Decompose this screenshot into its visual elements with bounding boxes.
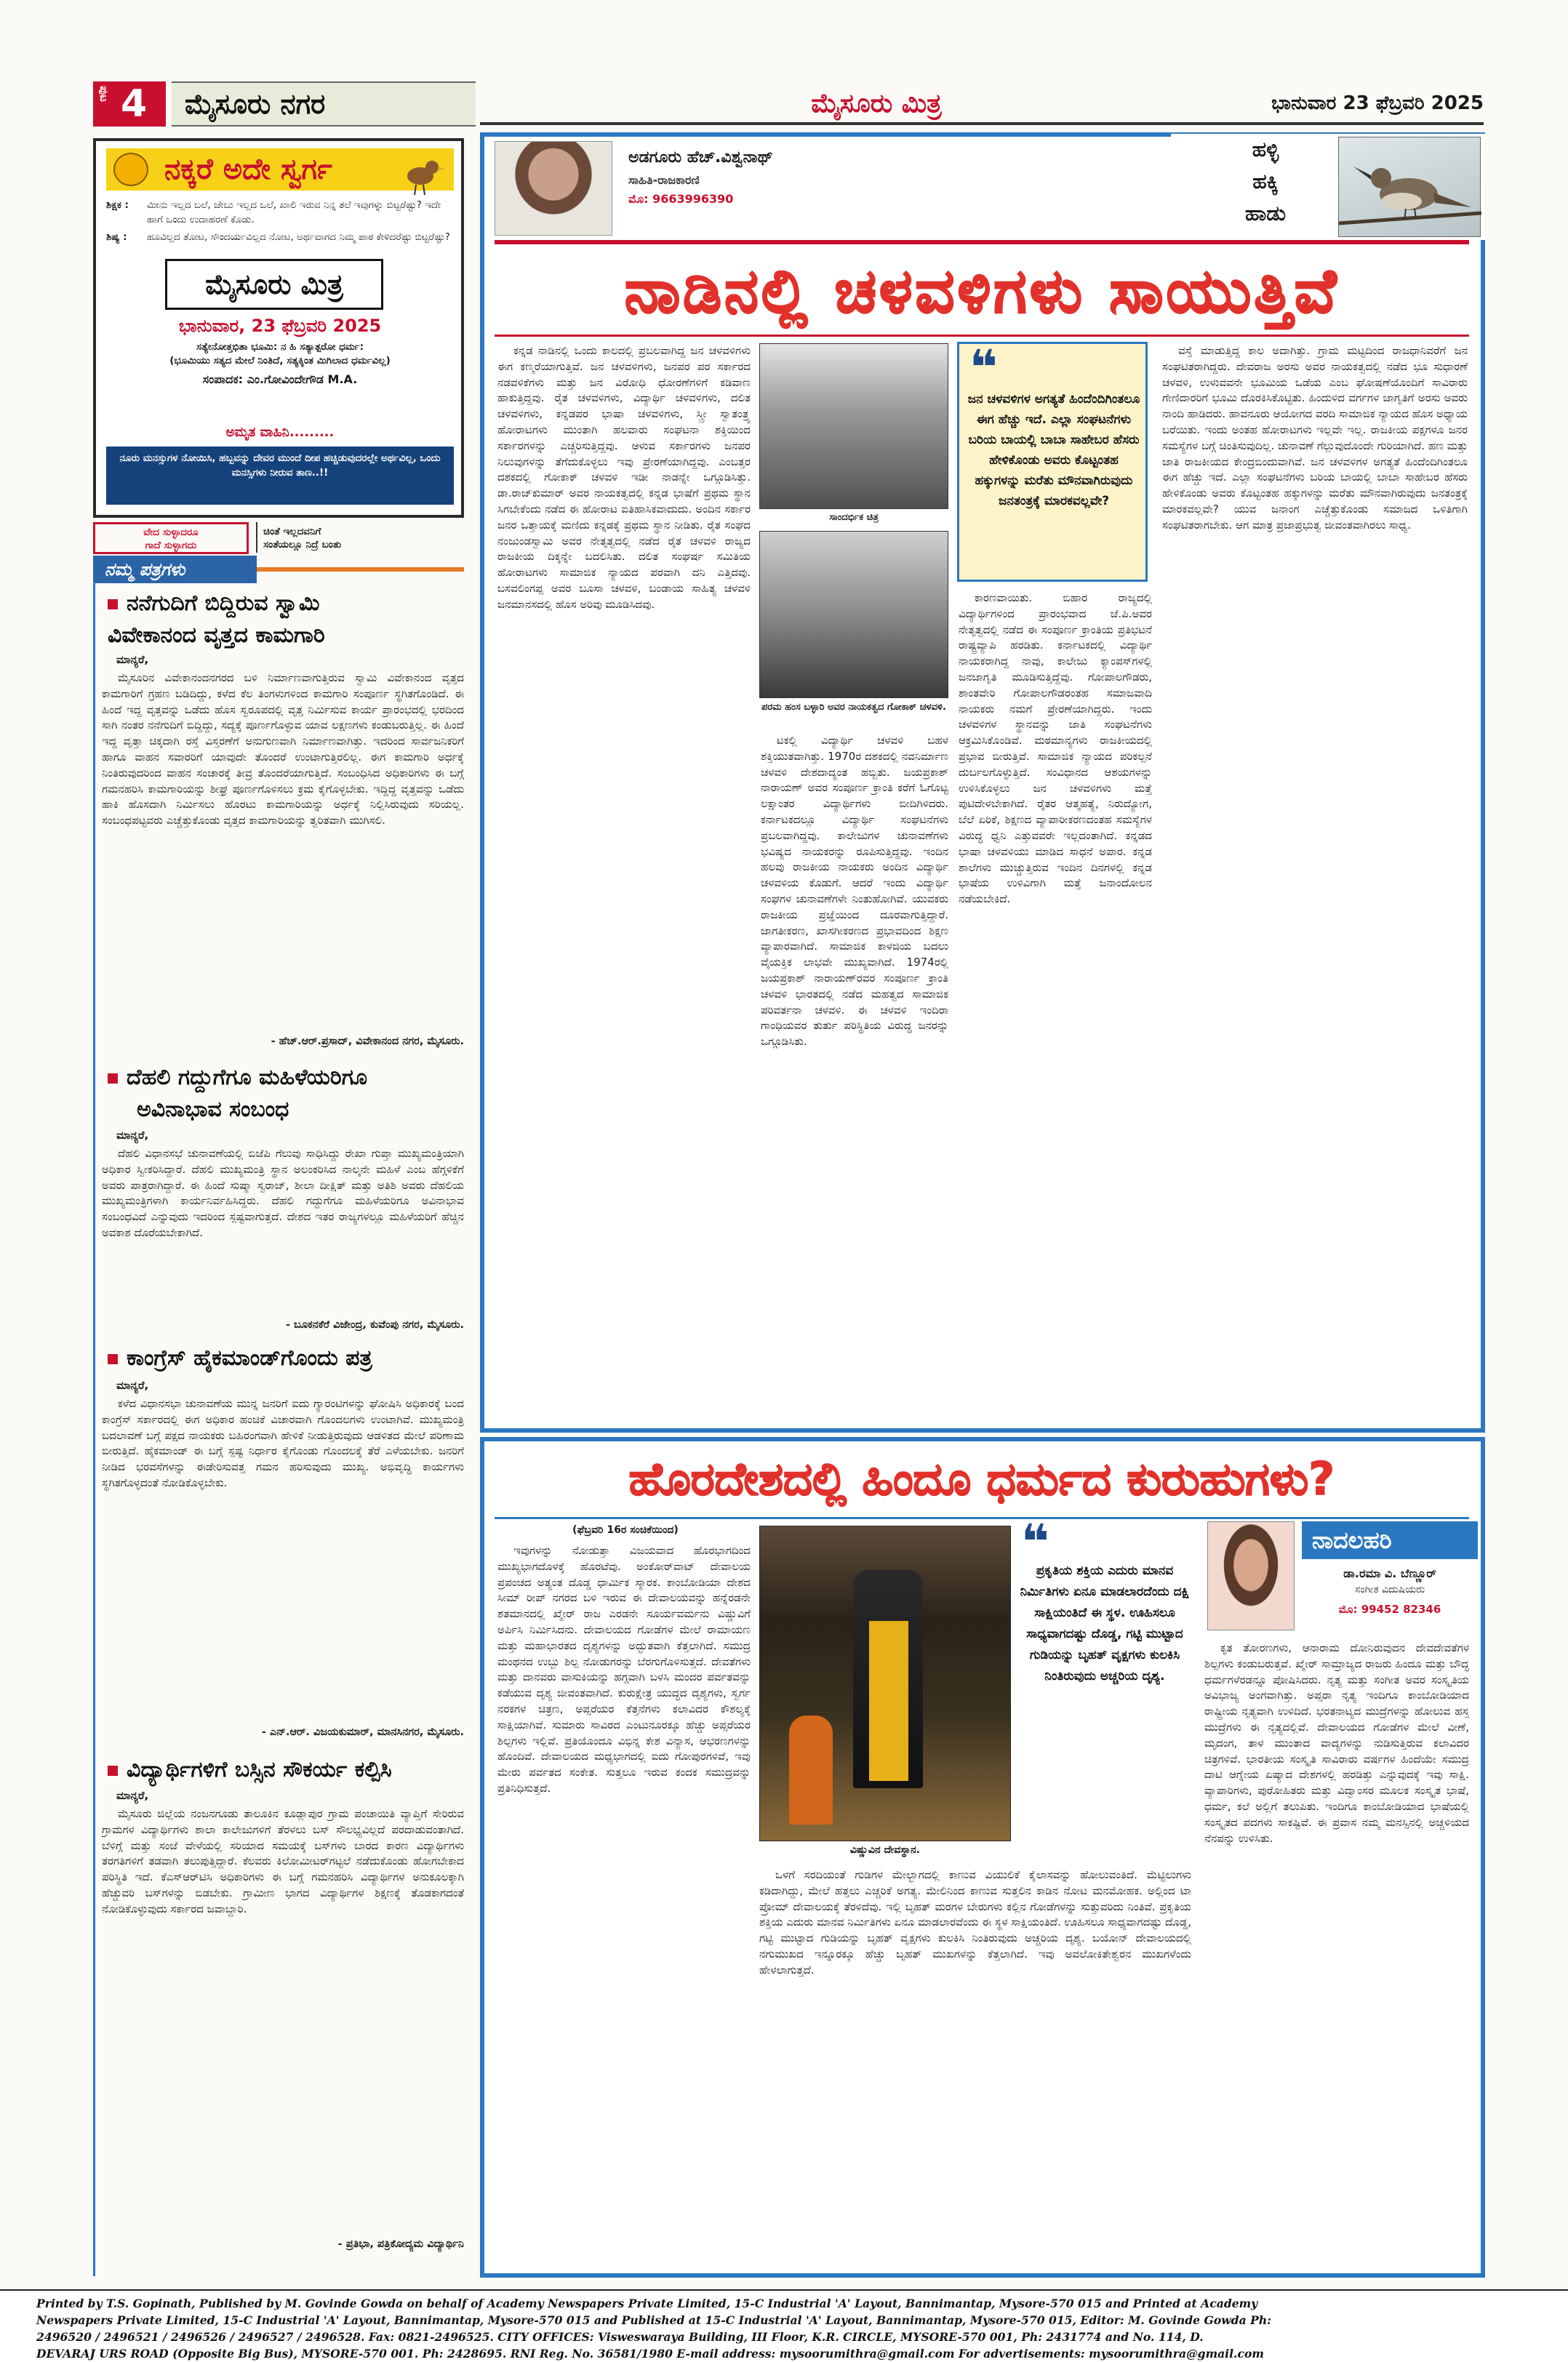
bottom-article-col2 [759,1867,1191,2270]
letter-4-salutation: ಮಾನ್ಯರೆ, [116,1789,149,1802]
top-article-col2 [761,733,948,1420]
photo-gokak-caption: ಪರಮ ಹಂಸ ಬಳ್ಳಾರಿ ಅವರ ನಾಯಕತ್ವದ ಗೋಕಾಕ್ ಚಳವಳಿ. [761,702,946,713]
bottom-article-col1-text: ಇವುಗಳನ್ನು ನೋಡುತ್ತಾ ವಿಜಯವಾದ ಹೊರಭಾಗದಿಂದ ಮುಖ್ಯಭಾಗದೊಳಕ್ಕೆ ಹೊರಟೆವು. ಅಂಕೋರ್‌ವಾಟ್ ದೇವಾಲಯ ಪ್ರಪಂಚದ ಅತ್ಯಂತ ದೊಡ್ಡ ಧಾರ್ಮಿಕ ಸ್ಮಾರಕ. ಕಾಂಬೋಡಿಯಾ ದೇಶದ ಸೀಮ್ ರೀಪ್ ನಗರದ ಬಳಿ ಇರುವ ಈ ದೇವಾಲಯವನ್ನು ಹನ್ನೆರಡನೇ ಶತಮಾನದಲ್ಲಿ ಖ್ಮೇರ್ ರಾಜ ಎರಡನೇ ಸೂರ್ಯವರ್ಮನು ವಿಷ್ಣುವಿಗೆ ಅರ್ಪಿಸಿ ನಿರ್ಮಿಸಿದನು. ದೇವಾಲಯದ ಗೋಡೆಗಳ ಮೇಲೆ ರಾಮಾಯಣ ಮತ್ತು ಮಹಾಭಾರತದ ದೃಶ್ಯಗಳನ್ನು ಅದ್ಭುತವಾಗಿ ಕೆತ್ತಲಾಗಿದೆ. ಸಮುದ್ರ ಮಂಥನದ ಉಬ್ಬು ಶಿಲ್ಪ ನೋಡುಗರನ್ನು ಬೆರಗುಗೊಳಿಸುತ್ತದೆ. ದೇವತೆಗಳು ಮತ್ತು ದಾನವರು ವಾಸುಕಿಯನ್ನು ಹಗ್ಗವಾಗಿ ಬಳಸಿ ಮಂದರ ಪರ್ವತವನ್ನು ಕಡೆಯುವ ದೃಶ್ಯ ಜೀವಂತವಾಗಿದೆ. ಕುರುಕ್ಷೇತ್ರ ಯುದ್ಧದ ದೃಶ್ಯಗಳು, ಸ್ವರ್ಗ ನರಕಗಳ ಚಿತ್ರಣ, ಅಪ್ಸರೆಯರ ಕೆತ್ತನೆಗಳು ಕಲಾವಿದರ ಕೌಶಲ್ಯಕ್ಕೆ ಸಾಕ್ಷಿಯಾಗಿವೆ. ಸುಮಾರು ಸಾವಿರದ ಎಂಟುನೂರಕ್ಕೂ ಹೆಚ್ಚು ಅಪ್ಸರೆಯರ ಶಿಲ್ಪಗಳು ಇಲ್ಲಿವೆ. ಪ್ರತಿಯೊಂದೂ ವಿಭಿನ್ನ ಕೇಶ ವಿನ್ಯಾಸ, ಆಭರಣಗಳನ್ನು ಹೊಂದಿವೆ. ದೇವಾಲಯದ ಮಧ್ಯಭಾಗದಲ್ಲಿ ಐದು ಗೋಪುರಗಳಿವೆ, ಇವು ಮೇರು ಪರ್ವತದ ಸಂಕೇತ. ಸುತ್ತಲೂ ಇರುವ ಕಂದಕ ಸಮುದ್ರವನ್ನು ಪ್ರತಿನಿಧಿಸುತ್ತದೆ. [497,1544,751,1795]
letter-3-text: ಕಳೆದ ವಿಧಾನಸಭಾ ಚುನಾವಣೆಯ ಮುನ್ನ ಜನರಿಗೆ ಐದು ಗ್ಯಾರಂಟಿಗಳನ್ನು ಘೋಷಿಸಿ ಅಧಿಕಾರಕ್ಕೆ ಬಂದ ಕಾಂಗ್ರೆಸ್ ಸರ್ಕಾರದಲ್ಲಿ ಈಗ ಅಧಿಕಾರ ಹಂಚಿಕೆ ವಿಚಾರವಾಗಿ ಗೊಂದಲಗಳು ಉಂಟಾಗಿವೆ. ಮುಖ್ಯಮಂತ್ರಿ ಬದಲಾವಣೆ ಬಗ್ಗೆ ಪಕ್ಷದ ನಾಯಕರು ಬಹಿರಂಗವಾಗಿ ಹೇಳಿಕೆ ನೀಡುತ್ತಿರುವುದು ಆಡಳಿತದ ಮೇಲೆ ಪರಿಣಾಮ ಬೀರುತ್ತಿದೆ. ಹೈಕಮಾಂಡ್ ಈ ಬಗ್ಗೆ ಸ್ಪಷ್ಟ ನಿರ್ಧಾರ ಕೈಗೊಂಡು ಗೊಂದಲಕ್ಕೆ ತೆರೆ ಎಳೆಯಬೇಕು. ಜನರಿಗೆ ನೀಡಿದ ಭರವಸೆಗಳನ್ನು ಈಡೇರಿಸುವತ್ತ ಗಮನ ಹರಿಸುವುದು ಮುಖ್ಯ. ಅಭಿವೃದ್ಧಿ ಕಾರ್ಯಗಳು ಸ್ಥಗಿತಗೊಳ್ಳದಂತೆ ನೋಡಿಕೊಳ್ಳಬೇಕು. [102,1397,464,1489]
letter-2-title-line2: ಅವಿನಾಭಾವ ಸಂಬಂಧ [137,1097,289,1122]
column-name-line3: ಹಾಡು [1244,201,1287,225]
letters-section-title: ನಮ್ಮ ಪತ್ರಗಳು [93,556,257,583]
continued-note: (ಫೆಬ್ರವರಿ 16ರ ಸಂಚಿಕೆಯಿಂದ) [572,1524,679,1536]
photo-archive [759,343,948,509]
bullet-square-icon [108,1354,118,1364]
bottom-pull-quote [1020,1514,1190,1867]
dateline: ಭಾನುವಾರ 23 ಫೆಬ್ರವರಿ 2025 [1271,92,1484,114]
laughing-face-icon [113,153,148,186]
letter-1-title-line1: ನನೆಗುದಿಗೆ ಬಿದ್ದಿರುವ ಸ್ವಾಮಿ [127,590,320,616]
letters-header [93,556,464,585]
letter-1-title [93,588,464,652]
page-number: 4 [121,82,148,126]
bird-icon [394,147,445,198]
letter-3-title-line1: ಕಾಂಗ್ರೆಸ್ ಹೈಕಮಾಂಡ್‌ಗೊಂದು ಪತ್ರ [127,1345,372,1371]
section-title: ಮೈಸೂರು ನಗರ [172,81,476,127]
proverb-right-line2: ಸಂತೆಯಲ್ಲೂ ನಿದ್ರೆ ಬಂತು [263,539,342,551]
top-article-col2-text: ಟಕಲ್ಲಿ ವಿದ್ಯಾರ್ಥಿ ಚಳವಳಿ ಬಹಳ ಶಕ್ತಿಯುತವಾಗಿತ್ತು. 1970ರ ದಶಕದಲ್ಲಿ ನವನಿರ್ಮಾಣ ಚಳವಳಿ ದೇಶದಾದ್ಯಂತ ಹಬ್ಬಿತು. ಜಯಪ್ರಕಾಶ್ ನಾರಾಯಣ್ ಅವರ ಸಂಪೂರ್ಣ ಕ್ರಾಂತಿ ಕರೆಗೆ ಓಗೊಟ್ಟ ಲಕ್ಷಾಂತರ ವಿದ್ಯಾರ್ಥಿಗಳು ಬೀದಿಗಿಳಿದರು. ಕರ್ನಾಟಕದಲ್ಲೂ ವಿದ್ಯಾರ್ಥಿ ಸಂಘಟನೆಗಳು ಪ್ರಬಲವಾಗಿದ್ದವು. ಕಾಲೇಜುಗಳ ಚುನಾವಣೆಗಳು ಭವಿಷ್ಯದ ನಾಯಕರನ್ನು ರೂಪಿಸುತ್ತಿದ್ದವು. ಇಂದಿನ ಹಲವು ರಾಜಕೀಯ ನಾಯಕರು ಅಂದಿನ ವಿದ್ಯಾರ್ಥಿ ಚಳವಳಿಯ ಕೊಡುಗೆ. ಆದರೆ ಇಂದು ವಿದ್ಯಾರ್ಥಿ ಸಂಘಗಳ ಚುನಾವಣೆಗಳೇ ನಿಂತುಹೋಗಿವೆ. ಯುವಕರು ರಾಜಕೀಯ ಪ್ರಜ್ಞೆಯಿಂದ ದೂರವಾಗುತ್ತಿದ್ದಾರೆ. ಜಾಗತೀಕರಣ, ಖಾಸಗೀಕರಣದ ಪ್ರಭಾವದಿಂದ ಶಿಕ್ಷಣ ವ್ಯಾಪಾರವಾಗಿದೆ. ಸಾಮಾಜಿಕ ಕಾಳಜಿಯ ಬದಲು ವೈಯಕ್ತಿಕ ಲಾಭವೇ ಮುಖ್ಯವಾಗಿದೆ. 1974ರಲ್ಲಿ ಜಯಪ್ರಕಾಶ್ ನಾರಾಯಣ್‌ರವರ ಸಂಪೂರ್ಣ ಕ್ರಾಂತಿ ಚಳವಳಿ ಭಾರತದಲ್ಲಿ ನಡೆದ ಮಹತ್ವದ ಸಾಮಾಜಿಕ ಪರಿವರ್ತನಾ ಚಳವಳಿ. ಈ ಚಳವಳಿ ಇಂದಿರಾ ಗಾಂಧಿಯವರ ತುರ್ತು ಪರಿಸ್ಥಿತಿಯ ವಿರುದ್ಧ ಜನರನ್ನು ಒಗ್ಗೂಡಿಸಿತು. [761,734,948,1049]
mini-date: ಭಾನುವಾರ, 23 ಫೆಬ್ರವರಿ 2025 [178,316,382,336]
top-article-col4-text: ವಸ್ತೆ ಮಾಡುತ್ತಿದ್ದ ಕಾಲ ಅದಾಗಿತ್ತು. ಗ್ರಾಮ ಮಟ್ಟದಿಂದ ರಾಜಧಾನಿವರೆಗೆ ಜನ ಸಂಘಟಿತರಾಗಿದ್ದರು. ದೇವರಾಜ ಅರಸು ಅವರ ನಾಯಕತ್ವದಲ್ಲಿ ನಡೆದ ಭೂ ಸುಧಾರಣೆ ಚಳವಳಿ, ಉಳುವವನೇ ಭೂಮಿಯ ಒಡೆಯ ಎಂಬ ಘೋಷಣೆಯೊಂದಿಗೆ ಸಾವಿರಾರು ಗೇಣಿದಾರರಿಗೆ ಭೂಮಿ ದೊರಕಿಸಿಕೊಟ್ಟಿತು. ಹಿಂದುಳಿದ ವರ್ಗಗಳ ಜಾಗೃತಿಗೆ ಅರಸು ಅವರು ನಾಂದಿ ಹಾಡಿದರು. ಹಾವನೂರು ಆಯೋಗದ ವರದಿ ಸಾಮಾಜಿಕ ನ್ಯಾಯದ ಹೊಸ ಅಧ್ಯಾಯ ಬರೆಯಿತು. ಇಂದು ಅಂತಹ ಹೋರಾಟಗಳು ಇಲ್ಲವೇ ಇಲ್ಲ. ರಾಜಕೀಯ ಪಕ್ಷಗಳೂ ಜನರ ಸಮಸ್ಯೆಗಳ ಬಗ್ಗೆ ಚಿಂತಿಸುವುದಿಲ್ಲ. ಚುನಾವಣೆ ಗೆಲ್ಲುವುದೊಂದೇ ಗುರಿಯಾಗಿದೆ. ಹಣ ಮತ್ತು ಜಾತಿ ರಾಜಕೀಯದ ಕೇಂದ್ರಬಿಂದುವಾಗಿವೆ. ಜನ ಚಳವಳಿಗಳ ಅಗತ್ಯತೆ ಹಿಂದೆಂದಿಗಿಂತಲೂ ಈಗ ಹೆಚ್ಚು ಇದೆ. ಎಲ್ಲಾ ಸಂಘಟನೆಗಳು ಬರಿಯ ಬಾಯಲ್ಲಿ ಬಾಬಾ ಸಾಹೇಬರ ಹೆಸರು ಹೇಳಿಕೊಂಡು ಅವರು ಕೊಟ್ಟಂತಹ ಹಕ್ಕುಗಳನ್ನು ಮರೆತು ಮೌನವಾಗಿರುವುದು ಜನತಂತ್ರಕ್ಕೆ ಮಾರಕವಲ್ಲವೇ? ಯುವ ಜನಾಂಗ ಎಚ್ಚೆತ್ತುಕೊಂಡು ಸಮಾಜದ ಒಳಿತಿಗಾಗಿ ಸಂಘಟಿತರಾಗಬೇಕು. ಆಗ ಮಾತ್ರ ಪ್ರಜಾಪ್ರಭುತ್ವ ಜೀವಂತವಾಗಿರಲು ಸಾಧ್ಯ. [1162,344,1468,532]
top-article-col3-text: ಕಾರಣವಾಯಿತು. ಬಿಹಾರ ರಾಜ್ಯದಲ್ಲಿ ವಿದ್ಯಾರ್ಥಿಗಳಿಂದ ಪ್ರಾರಂಭವಾದ ಜೆ.ಪಿ.ಅವರ ನೇತೃತ್ವದಲ್ಲಿ ನಡೆದ ಈ ಸಂಪೂರ್ಣ ಕ್ರಾಂತಿಯ ಪ್ರತಿಭಟನೆ ರಾಷ್ಟ್ರವ್ಯಾಪಿ ಹರಡಿತು. ಕರ್ನಾಟಕದಲ್ಲಿ ವಿದ್ಯಾರ್ಥಿ ನಾಯಕರಾಗಿದ್ದ ನಾವು, ಕಾಲೇಜು ಕ್ಯಾಂಪಸ್‌ಗಳಲ್ಲಿ ಜನಜಾಗೃತಿ ಮೂಡಿಸುತ್ತಿದ್ದೆವು. ಗೋಪಾಲಗೌಡರು, ಶಾಂತವೇರಿ ಗೋಪಾಲಗೌಡರಂತಹ ಸಮಾಜವಾದಿ ನಾಯಕರು ನಮಗೆ ಪ್ರೇರಣೆಯಾಗಿದ್ದರು. ಇಂದು ಚಳವಳಿಗಳ ಸ್ಥಾನವನ್ನು ಜಾತಿ ಸಂಘಟನೆಗಳು ಆಕ್ರಮಿಸಿಕೊಂಡಿವೆ. ಮಠಮಾನ್ಯಗಳು ರಾಜಕೀಯದಲ್ಲಿ ಪ್ರಭಾವ ಬೀರುತ್ತಿವೆ. ಸಾಮಾಜಿಕ ನ್ಯಾಯದ ಪರಿಕಲ್ಪನೆ ದುರ್ಬಲಗೊಳ್ಳುತ್ತಿದೆ. ಸಂವಿಧಾನದ ಆಶಯಗಳನ್ನು ಉಳಿಸಿಕೊಳ್ಳಲು ಜನ ಚಳವಳಿಗಳು ಮತ್ತೆ ಪುಟಿದೇಳಬೇಕಾಗಿದೆ. ರೈತರ ಆತ್ಮಹತ್ಯೆ, ನಿರುದ್ಯೋಗ, ಬೆಲೆ ಏರಿಕೆ, ಶಿಕ್ಷಣದ ವ್ಯಾಪಾರೀಕರಣದಂತಹ ಸಮಸ್ಯೆಗಳ ವಿರುದ್ಧ ಧ್ವನಿ ಎತ್ತುವವರೇ ಇಲ್ಲದಂತಾಗಿದೆ. ಕನ್ನಡದ ಭಾಷಾ ಚಳವಳಿಯು ಮಾಡಿದ ಸಾಧನೆ ಅಪಾರ. ಕನ್ನಡ ಶಾಲೆಗಳು ಮುಚ್ಚುತ್ತಿರುವ ಇಂದಿನ ದಿನಗಳಲ್ಲಿ ಕನ್ನಡ ಭಾಷೆಯ ಉಳಿವಿಗಾಗಿ ಮತ್ತೆ ಜನಾಂದೋಲನ ನಡೆಯಬೇಕಿದೆ. [959,591,1152,906]
author-photo [495,141,612,236]
imprint-line1: Printed by T.S. Gopinath, Published by M. Govinde Gowda on behalf of Academy Newspapers Private Limited, 15-C Industrial 'A' Layout, Bannimantap, Mysore-570 015 and Printed at Academy [36,2297,1258,2310]
proverb-box [93,522,464,553]
bottom-headline-rule [495,1517,1469,1519]
column-name [1215,134,1316,230]
teacher-text: ಮೀನು ಇಲ್ಲದ ಬಲೆ, ಜೇಬು ಇಲ್ಲದ ಒಲೆ, ಖಾಲಿ ಇರುವ ನಿನ್ನ ತಲೆ ಇವುಗಳ್ನು ಬಿಟ್ಟರೆಷ್ಟು? ಇದೇ ಹಾಗೆ ಒಂದು ಉದಾಹರಣೆ ಕೊಡು. [147,199,441,225]
bottom-author-phone: ಮೊ: 99452 82346 [1338,1603,1441,1616]
nakkare-title-bar [106,148,454,191]
temple-photo [759,1526,1011,1841]
editor-line: ಸಂಪಾದಕ: ಎಂ.ಗೋವಿಂದೇಗೌಡ M.A. [202,372,358,386]
bottom-author-role: ಸಂಗೀತ ವಿದುಷಿಯರು [1354,1584,1425,1596]
mini-masthead: ಮೈಸೂರು ಮಿತ್ರ [165,259,383,310]
letter-1-salutation: ಮಾನ್ಯರೆ, [116,653,149,666]
nadalahari-column-logo [1207,1521,1478,1633]
bottom-article-col1 [497,1543,751,2270]
column-name-line2: ಹಕ್ಕಿ [1252,169,1279,193]
author-phone: ಮೊ: 9663996390 [628,192,734,206]
letter-2-title [93,1062,464,1126]
motto-translation: (ಭೂಮಿಯು ಸತ್ಯದ ಮೇಲೆ ನಿಂತಿದೆ, ಸತ್ಯಕ್ಕಿಂತ ಮಿಗಿಲಾದ ಧರ್ಮವಿಲ್ಲ) [169,355,391,367]
letter-3-title [93,1342,464,1374]
bird-photo [1338,137,1481,237]
bottom-headline: ಹೊರದೇಶದಲ್ಲಿ ಹಿಂದೂ ಧರ್ಮದ ಕುರುಹುಗಳು? [628,1452,1335,1505]
author-photo-bottom [1207,1521,1295,1630]
proverb-right [256,522,464,553]
bottom-article-col3-text: ಕೃತ ತೋರಣಗಳು, ಆನಾರಾಮ ದೋನಿರುವುದನ ದೇವದೇವತೆಗಳ ಶಿಲ್ಪಗಳು ಕಂಡುಬರುತ್ತವೆ. ಖ್ಮೇರ್ ಸಾಮ್ರಾಜ್ಯದ ರಾಜರು ಹಿಂದೂ ಮತ್ತು ಬೌದ್ಧ ಧರ್ಮಗಳೆರಡನ್ನೂ ಪೋಷಿಸಿದರು. ನೃತ್ಯ ಮತ್ತು ಸಂಗೀತ ಅವರ ಸಂಸ್ಕೃತಿಯ ಅವಿಭಾಜ್ಯ ಅಂಗವಾಗಿತ್ತು. ಅಪ್ಸರಾ ನೃತ್ಯ ಇಂದಿಗೂ ಕಾಂಬೋಡಿಯಾದ ರಾಷ್ಟ್ರೀಯ ನೃತ್ಯವಾಗಿ ಉಳಿದಿದೆ. ಭರತನಾಟ್ಯದ ಮುದ್ರೆಗಳನ್ನು ಹೋಲುವ ಹಸ್ತ ಮುದ್ರೆಗಳು ಈ ನೃತ್ಯದಲ್ಲಿವೆ. ದೇವಾಲಯದ ಗೋಡೆಗಳ ಮೇಲೆ ವೀಣೆ, ಮೃದಂಗ, ತಾಳ ಮುಂತಾದ ವಾದ್ಯಗಳನ್ನು ನುಡಿಸುತ್ತಿರುವ ಕಲಾವಿದರ ಚಿತ್ರಗಳಿವೆ. ಭಾರತೀಯ ಸಂಸ್ಕೃತಿ ಸಾವಿರಾರು ವರ್ಷಗಳ ಹಿಂದೆಯೇ ಸಮುದ್ರ ದಾಟಿ ಆಗ್ನೇಯ ಏಷ್ಯಾದ ದೇಶಗಳಲ್ಲಿ ಹರಡಿತ್ತು ಎನ್ನುವುದಕ್ಕೆ ಇವು ಸಾಕ್ಷಿ. ವ್ಯಾಪಾರಿಗಳು, ಪುರೋಹಿತರು ಮತ್ತು ವಿದ್ವಾಂಸರ ಮೂಲಕ ಸಂಸ್ಕೃತ ಭಾಷೆ, ಧರ್ಮ, ಕಲೆ ಅಲ್ಲಿಗೆ ತಲುಪಿತು. ಇಂದಿಗೂ ಕಾಂಬೋಡಿಯಾದ ಭಾಷೆಯಲ್ಲಿ ಸಂಸ್ಕೃತದ ಪದಗಳು ಸಾಕಷ್ಟಿವೆ. ಈ ಪ್ರವಾಸ ನಮ್ಮ ಮನಸ್ಸಿನಲ್ಲಿ ಅಚ್ಚಳಿಯದ ನೆನಪನ್ನು ಉಳಿಸಿತು. [1204,1641,1469,1845]
letter-1-body [102,670,464,1034]
letter-2-text: ದೆಹಲಿ ವಿಧಾನಸಭೆ ಚುನಾವಣೆಯಲ್ಲಿ ಬಿಜೆಪಿ ಗೆಲುವು ಸಾಧಿಸಿದ್ದು ರೇಖಾ ಗುಪ್ತಾ ಮುಖ್ಯಮಂತ್ರಿಯಾಗಿ ಅಧಿಕಾರ ಸ್ವೀಕರಿಸಿದ್ದಾರೆ. ದೆಹಲಿ ಮುಖ್ಯಮಂತ್ರಿ ಸ್ಥಾನ ಅಲಂಕರಿಸಿದ ನಾಲ್ಕನೇ ಮಹಿಳೆ ಎಂಬ ಹೆಗ್ಗಳಿಕೆಗೆ ಅವರು ಪಾತ್ರರಾಗಿದ್ದಾರೆ. ಈ ಹಿಂದೆ ಸುಷ್ಮಾ ಸ್ವರಾಜ್, ಶೀಲಾ ದೀಕ್ಷಿತ್ ಮತ್ತು ಅತಿಶಿ ಅವರು ದೆಹಲಿಯ ಮುಖ್ಯಮಂತ್ರಿಗಳಾಗಿ ಕಾರ್ಯನಿರ್ವಹಿಸಿದ್ದರು. ದೆಹಲಿ ಗದ್ದುಗೆಗೂ ಮಹಿಳೆಯರಿಗೂ ಅವಿನಾಭಾವ ಸಂಬಂಧವಿದೆ ಎನ್ನುವುದು ಇದರಿಂದ ಸ್ಪಷ್ಟವಾಗುತ್ತದೆ. ದೇಶದ ಇತರ ರಾಜ್ಯಗಳಲ್ಲೂ ಮಹಿಳೆಯರಿಗೆ ಹೆಚ್ಚಿನ ಅವಕಾಶ ದೊರೆಯಬೇಕಾಗಿದೆ. [102,1147,464,1239]
quote-mark-icon: ❝ [969,340,998,396]
top-article-col4 [1162,343,1468,1420]
proverb-left-line2: ಗಾದೆ ಸುಳ್ಳಾಗದು [145,540,197,551]
motto-block [106,340,454,386]
teacher-label: ಶಿಕ್ಷಕ : [106,199,129,211]
letter-4-text: ಮೈಸೂರು ಜಿಲ್ಲೆಯ ನಂಜನಗೂಡು ತಾಲೂಕಿನ ಕೂಡ್ಲಾಪುರ ಗ್ರಾಮ ಪಂಚಾಯಿತಿ ವ್ಯಾಪ್ತಿಗೆ ಸೇರಿರುವ ಗ್ರಾಮಗಳ ವಿದ್ಯಾರ್ಥಿಗಳು ಶಾಲಾ ಕಾಲೇಜುಗಳಿಗೆ ತೆರಳಲು ಬಸ್ ಸೌಲಭ್ಯವಿಲ್ಲದೆ ಪರದಾಡುವಂತಾಗಿದೆ. ಬೆಳಿಗ್ಗೆ ಮತ್ತು ಸಂಜೆ ವೇಳೆಯಲ್ಲಿ ಸರಿಯಾದ ಸಮಯಕ್ಕೆ ಬಸ್‌ಗಳು ಬಾರದ ಕಾರಣ ವಿದ್ಯಾರ್ಥಿಗಳು ತರಗತಿಗಳಿಗೆ ತಡವಾಗಿ ತಲುಪುತ್ತಿದ್ದಾರೆ. ಕೆಲವರು ಕಿಲೋಮೀಟರ್‌ಗಟ್ಟಲೆ ನಡೆದುಕೊಂಡು ಹೋಗಬೇಕಾದ ಪರಿಸ್ಥಿತಿ ಇದೆ. ಕೆಎಸ್‌ಆರ್‌ಟಿಸಿ ಅಧಿಕಾರಿಗಳು ಈ ಬಗ್ಗೆ ಗಮನಹರಿಸಿ ವಿದ್ಯಾರ್ಥಿಗಳ ಅನುಕೂಲಕ್ಕಾಗಿ ಹೆಚ್ಚುವರಿ ಬಸ್‌ಗಳನ್ನು ಬಿಡಬೇಕು. ಗ್ರಾಮೀಣ ಭಾಗದ ವಿದ್ಯಾರ್ಥಿಗಳ ಶಿಕ್ಷಣಕ್ಕೆ ತೊಡಕಾಗದಂತೆ ನೋಡಿಕೊಳ್ಳುವುದು ಸರ್ಕಾರದ ಜವಾಬ್ದಾರಿ. [102,1807,464,1915]
quote-mark-icon: ❝ [1021,1514,1049,1570]
nadalahari-title: ನಾದಲಹರಿ [1302,1521,1478,1559]
photo-archive-caption: ಸಾಂದರ್ಭಿಕ ಚಿತ್ರ [829,512,879,523]
motto-line: ಸತ್ಯೇನೋತ್ತಭಿತಾ ಭೂಮಿ: ನ ಹಿ ಸತ್ಯಾತ್ಪರೋ ಧರ್ಮ: [196,341,364,353]
amrutha-text: ನೂರು ಮನಸ್ಸುಗಳ ನೋಯಿಸಿ, ಹಬ್ಬವನ್ನು ದೇವರ ಮುಂದೆ ದೀಪ ಹಚ್ಚಿಡುವುದರಲ್ಲೇ ಅರ್ಥವಿಲ್ಲ, ಒಂದು ಮನಸ್ಸಿಗಳು ನೀರುವ ತಾಣ..!! [106,447,454,505]
header-rule [480,122,1484,125]
column-name-line1: ಹಳ್ಳಿ [1252,137,1279,161]
letter-1-signature: - ಹೆಚ್.ಆರ್.ಪ್ರಸಾದ್, ವಿವೇಕಾನಂದ ನಗರ, ಮೈಸೂರು. [271,1036,464,1047]
bullet-square-icon [108,599,118,609]
letter-4-signature: - ಪ್ರತಿಭಾ, ಪತ್ರಿಕೋದ್ಯಮ ವಿದ್ಯಾರ್ಥಿನಿ [337,2238,464,2250]
letter-1-title-line2: ವಿವೇಕಾನಂದ ವೃತ್ತದ ಕಾಮಗಾರಿ [108,622,325,648]
page-number-tag [93,81,166,127]
letter-2-salutation: ಮಾನ್ಯರೆ, [116,1129,149,1142]
letter-2-title-line1: ದೆಹಲಿ ಗದ್ದುಗೆಗೂ ಮಹಿಳೆಯರಿಗೂ [127,1065,368,1090]
imprint-line3: 2496520 / 2496521 / 2496526 / 2496527 / 2496528. Fax: 0821-2496525. CITY OFFICES: Visweswaraya Building, III Floor, K.R. CIRCLE, MYSORE-570 001, Ph: 2431774 and No. 114, D. [36,2330,1204,2344]
masthead-logo: ಮೈಸೂರು ಮಿತ್ರ [811,88,942,119]
letter-3-salutation: ಮಾನ್ಯರೆ, [116,1379,149,1392]
letter-4-title-line1: ವಿದ್ಯಾರ್ಥಿಗಳಿಗೆ ಬಸ್ಸಿನ ಸೌಕರ್ಯ ಕಲ್ಪಿಸಿ [127,1757,392,1782]
nakkare-dialogue [106,198,454,247]
author-role: ಸಾಹಿತಿ-ರಾಜಕಾರಣಿ [628,173,700,187]
imprint-line4: DEVARAJ URS ROAD (Opposite Big Bus), MYSORE-570 001. Ph: 2428695. RNI Reg. No. 36581/1980 E-mail address: mysoorumithra@gmail.com For advertisements: mysoorumithra@gmail.com [36,2347,1264,2361]
bottom-article-col3 [1204,1641,1469,2270]
top-article-col3 [959,590,1152,1420]
imprint-line2: Newspapers Private Limited, 15-C Industrial 'A' Layout, Bannimantap, Mysore-570 015 and Published at 15-C Industrial 'A' Layout, Bannimantap, Mysore-570 015, Editor: M. Govinde Gowda Ph: [36,2313,1271,2327]
nakkare-title: ನಕ್ಕರೆ ಅದೇ ಸ್ವರ್ಗ [164,153,332,186]
page-label: ಪುಟ [97,86,111,103]
student-text: ಹೂವಿಲ್ಲದ ತೋಟ, ಸೌಂದರ್ಯವಿಲ್ಲದ ನೋಟ, ಅರ್ಥವಾಗದ ನಿಮ್ಮ ಪಾಠ ಕೇಳಿದರೆಷ್ಟು ಬಿಟ್ಟರೆಷ್ಟು? [147,231,450,243]
top-article-col1-text: ಕನ್ನಡ ನಾಡಿನಲ್ಲಿ ಒಂದು ಕಾಲದಲ್ಲಿ ಪ್ರಬಲವಾಗಿದ್ದ ಜನ ಚಳವಳಿಗಳು ಈಗ ಕಣ್ಮರೆಯಾಗುತ್ತಿವೆ. ಜನ ಚಳವಳಿಗಳು, ಜನಪರ ಪರ ಸರ್ಕಾರದ ನಡವಳಿಕೆಗಳು ಮತ್ತು ಜನ ವಿರೋಧಿ ಧೋರಣೆಗಳಿಗೆ ಕಡಿವಾಣ ಹಾಕುತ್ತಿದ್ದವು. ರೈತ ಚಳವಳಿಗಳು, ವಿದ್ಯಾರ್ಥಿ ಚಳವಳಿಗಳು, ದಲಿತ ಚಳವಳಿಗಳು, ಕನ್ನಡಪರ ಭಾಷಾ ಚಳವಳಿಗಳು, ಸ್ತ್ರೀ ಸ್ವಾತಂತ್ರ್ಯ ಹೋರಾಟಗಳು ಮುಂತಾಗಿ ಹಲವಾರು ಸಂಘಟನಾ ಶಕ್ತಿಯಿಂದ ಸರ್ಕಾರಗಳನ್ನು ಎಚ್ಚರಿಸುತ್ತಿದ್ದವು. ಆಳುವ ಸರ್ಕಾರಗಳು ಜನಪರ ನಿಲುವುಗಳನ್ನು ತೆಗೆದುಕೊಳ್ಳಲು ಇವು ಪ್ರೇರಣೆಯಾಗಿದ್ದವು. ಎಂಬತ್ತರ ದಶಕದಲ್ಲಿ ಗೋಕಾಕ್ ಚಳವಳಿ ಇಡೀ ನಾಡನ್ನೇ ಒಗ್ಗೂಡಿಸಿತ್ತು. ಡಾ.ರಾಜ್‌ಕುಮಾರ್ ಅವರ ನಾಯಕತ್ವದಲ್ಲಿ ಕನ್ನಡ ಭಾಷೆಗೆ ಪ್ರಥಮ ಸ್ಥಾನ ಸಿಗಬೇಕೆಂದು ನಡೆದ ಈ ಹೋರಾಟ ಐತಿಹಾಸಿಕವಾದುದು. ಅಂದಿನ ಸರ್ಕಾರ ಜನರ ಒತ್ತಾಯಕ್ಕೆ ಮಣಿದು ಕನ್ನಡಕ್ಕೆ ಪ್ರಥಮ ಸ್ಥಾನ ನೀಡಿತು. ರೈತ ಸಂಘದ ನಂಜುಂಡಸ್ವಾಮಿ ಅವರ ನೇತೃತ್ವದಲ್ಲಿ ನಡೆದ ರೈತ ಚಳವಳಿ ರಾಜ್ಯದ ರಾಜಕೀಯ ದಿಕ್ಕನ್ನೇ ಬದಲಿಸಿತು. ದಲಿತ ಸಂಘರ್ಷ ಸಮಿತಿಯ ಹೋರಾಟಗಳು ಸಾಮಾಜಿಕ ನ್ಯಾಯದ ಪರವಾಗಿ ದನಿ ಎತ್ತಿದವು. ಬಸವಲಿಂಗಪ್ಪ ಅವರ ಬೂಸಾ ಚಳವಳಿ, ಬಂಡಾಯ ಸಾಹಿತ್ಯ ಚಳವಳಿ ಜನಮಾನಸದಲ್ಲಿ ಹೊಸ ಅರಿವು ಮೂಡಿಸಿದವು. [497,344,751,611]
headline-rule [495,335,1469,337]
bullet-square-icon [108,1766,118,1776]
pull-quote-text: ಜನ ಚಳವಳಿಗಳ ಅಗತ್ಯತೆ ಹಿಂದೆಂದಿಗಿಂತಲೂ ಈಗ ಹೆಚ್ಚು ಇದೆ. ಎಲ್ಲಾ ಸಂಘಟನೆಗಳು ಬರಿಯ ಬಾಯಲ್ಲಿ ಬಾಬಾ ಸಾಹೇಬರ ಹೆಸರು ಹೇಳಿಕೊಂಡು ಅವರು ಕೊಟ್ಟಂತಹ ಹಕ್ಕುಗಳನ್ನು ಮರೆತು ಮೌನವಾಗಿರುವುದು ಜನತಂತ್ರಕ್ಕೆ ಮಾರಕವಲ್ಲವೇ? [967,392,1140,508]
saffron-robe [869,1621,908,1781]
letter-1-text: ಮೈಸೂರಿನ ವಿವೇಕಾನಂದನಗರದ ಬಳಿ ನಿರ್ಮಾಣವಾಗುತ್ತಿರುವ ಸ್ವಾಮಿ ವಿವೇಕಾನಂದ ವೃತ್ತದ ಕಾಮಗಾರಿಗೆ ಗ್ರಹಣ ಬಡಿದಿದ್ದು, ಕಳೆದ ಕೆಲ ತಿಂಗಳುಗಳಿಂದ ಕಾಮಗಾರಿ ಸಂಪೂರ್ಣ ಸ್ಥಗಿತಗೊಂಡಿದೆ. ಈ ಹಿಂದೆ ಇದ್ದ ವೃತ್ತವನ್ನು ಒಡೆದು ಹೊಸ ಸ್ವರೂಪದಲ್ಲಿ ವೃತ್ತ ನಿರ್ಮಿಸುವ ಕಾರ್ಯ ಪ್ರಾರಂಭದಲ್ಲಿ ಭರದಿಂದ ಸಾಗಿ ನಂತರ ನನೆಗುದಿಗೆ ಬಿದ್ದಿದ್ದು, ಸದ್ಯಕ್ಕೆ ಪೂರ್ಣಗೊಳ್ಳುವ ಯಾವ ಲಕ್ಷಣಗಳು ಕಂಡುಬರುತ್ತಿಲ್ಲ. ಈ ಹಿಂದೆ ಇದ್ದ ವೃತ್ತಾ ಚಿಕ್ಕದಾಗಿ ರಸ್ತೆ ವಿಸ್ತರಣೆಗೆ ಅನುಗುಣವಾಗಿ ನಿರ್ಮಾಣವಾಗಿತ್ತು. ಇದರಿಂದ ಸಾರ್ವಜನಿಕರಿಗೆ ಹಾಗೂ ವಾಹನ ಸವಾರರಿಗೆ ಯಾವುದೇ ತೊಂದರೆ ಉಂಟಾಗುತ್ತಿರಲಿಲ್ಲ. ಈಗ ಕಾಮಗಾರಿ ಅರ್ಧಕ್ಕೆ ನಿಂತಿರುವುದರಿಂದ ವಾಹನ ಸಂಚಾರಕ್ಕೆ ತೀವ್ರ ತೊಂದರೆಯಾಗುತ್ತಿದೆ. ಸಂಬಂಧಿಸಿದ ಅಧಿಕಾರಿಗಳು ಈ ಬಗ್ಗೆ ಗಮನಹರಿಸಿ ಕಾಮಗಾರಿಯನ್ನು ಶೀಘ್ರ ಪೂರ್ಣಗೊಳಿಸಲು ಕ್ರಮ ಕೈಗೊಳ್ಳಬೇಕು. ಇದ್ದಿದ್ದ ವೃತ್ತವನ್ನು ಒಡೆದು ಹಾಕಿ ಹೊಸದಾಗಿ ನಿರ್ಮಿಸಲು ಹೊರಟು ಕಾಮಗಾರಿಯನ್ನು ಅರ್ಧಕ್ಕೆ ನಿಲ್ಲಿಸಿರುವುದು ಸರಿಯಲ್ಲ. ಸಂಬಂಧಪಟ್ಟವರು ಎಚ್ಚೆತ್ತುಕೊಂಡು ವೃತ್ತದ ಕಾಮಗಾರಿಯನ್ನು ತ್ವರಿತವಾಗಿ ಮುಗಿಸಲಿ. [102,671,464,828]
author-rule [495,240,1469,244]
proverb-left [93,522,249,554]
imprint-footer [0,2289,1568,2362]
letters-left-rule [93,582,95,2276]
letter-3-body [102,1396,464,1725]
monk-figure [789,1716,833,1825]
letters-header-rule [257,567,464,572]
letter-3-signature: - ಎನ್.ಆರ್. ವಿಜಯಕುಮಾರ್, ಮಾನಸಿನಗರ, ಮೈಸೂರು. [261,1726,464,1738]
student-label: ಶಿಷ್ಯ : [106,231,127,243]
proverb-right-line1: ಚಿಂತೆ ಇಲ್ಲದವನಿಗೆ [263,526,321,537]
letter-4-title [93,1754,464,1786]
bottom-article-col2-text: ಒಳಗೆ ಸರದಿಯಂತೆ ಗುಡಿಗಳ ಮೇಲ್ಭಾಗದಲ್ಲಿ ಕಾಣುವ ವಿಯುಲಿಕೆ ಕೈಲಾಸವನ್ನು ಹೋಲುವಂತಿದೆ. ಮೆಟ್ಟಿಲುಗಳು ಕಡಿದಾಗಿದ್ದು, ಮೇಲೆ ಹತ್ತಲು ಎಚ್ಚರಿಕೆ ಅಗತ್ಯ. ಮೇಲಿನಿಂದ ಕಾಣುವ ಸುತ್ತಲಿನ ಕಾಡಿನ ನೋಟ ಮನಮೋಹಕ. ಅಲ್ಲಿಂದ ಟಾ ಪ್ರೋಮ್ ದೇವಾಲಯಕ್ಕೆ ತೆರಳಿದೆವು. ಇಲ್ಲಿ ಬೃಹತ್ ಮರಗಳ ಬೇರುಗಳು ಕಲ್ಲಿನ ಗೋಡೆಗಳನ್ನು ಸುತ್ತುವರಿದು ನಿಂತಿವೆ. ಪ್ರಕೃತಿಯ ಶಕ್ತಿಯ ಎದುರು ಮಾನವ ನಿರ್ಮಿತಿಗಳು ಏನೂ ಮಾಡಲಾರವೆಂದು ಈ ಸ್ಥಳ ಸಾಕ್ಷಿಯಂತಿದೆ. ಊಹಿಸಲೂ ಸಾಧ್ಯವಾಗದಷ್ಟು ದೊಡ್ಡ, ಗಟ್ಟಿ ಮುಟ್ಟಾದ ಗುಡಿಯನ್ನು ಬೃಹತ್ ವೃಕ್ಷಗಳು ಕುಲಕಿಸಿ ನಿಂತಿರುವುದು ಅಚ್ಚರಿಯ ದೃಶ್ಯ. ಬಯೋನ್ ದೇವಾಲಯದಲ್ಲಿ ನಗುಮುಖದ ಇನ್ನೂರಕ್ಕೂ ಹೆಚ್ಚು ಬೃಹತ್ ಮುಖಗಳನ್ನು ಕೆತ್ತಲಾಗಿದೆ. ಇವು ಅವಲೋಕಿತೇಶ್ವರನ ಮುಖಗಳೆಂದು ಹೇಳಲಾಗುತ್ತದೆ. [759,1868,1191,1977]
column-logo [1171,134,1485,240]
letter-2-body [102,1146,464,1318]
bottom-pull-quote-text: ಪ್ರಕೃತಿಯ ಶಕ್ತಿಯ ಎದುರು ಮಾನವ ನಿರ್ಮಿತಿಗಳು ಏನೂ ಮಾಡಲಾರದೆಂದು ದಕ್ಷಿ ಸಾಕ್ಷಿಯಂತಿದೆ ಈ ಸ್ಥಳ. ಊಹಿಸಲೂ ಸಾಧ್ಯವಾಗದಷ್ಟು ದೊಡ್ಡ, ಗಟ್ಟಿ ಮುಟ್ಟಾದ ಗುಡಿಯನ್ನು ಬೃಹತ್ ವೃಕ್ಷಗಳು ಕುಲಕಿಸಿ ನಿಂತಿರುವುದು ಅಚ್ಚರಿಯ ದೃಶ್ಯ. [1020,1564,1190,1684]
amrutha-title: ಅಮೃತ ವಾಹಿನಿ......... [225,425,335,440]
songbird-icon [1339,137,1481,238]
nakkare-box [93,138,464,518]
main-headline: ನಾಡಿನಲ್ಲಿ ಚಳವಳಿಗಳು ಸಾಯುತ್ತಿವೆ [624,255,1340,327]
proverb-left-line1: ವೇದ ಸುಳ್ಳಾದರೂ [143,527,199,538]
top-article-col1 [497,343,751,1420]
letter-4-body [102,1806,464,2234]
author-name: ಅಡಗೂರು ಹೆಚ್.ವಿಶ್ವನಾಥ್ [628,148,773,167]
pull-quote [957,342,1148,582]
temple-photo-caption: ವಿಷ್ಣುವಿನ ದೇವಸ್ಥಾನ. [849,1844,921,1856]
bottom-author-name: ಡಾ.ರಮಾ ವಿ. ಬೆಣ್ಣೂರ್ [1343,1566,1436,1580]
photo-gokak [759,531,948,698]
bullet-square-icon [108,1073,118,1084]
letter-2-signature: - ಬೂಕನಕೆರೆ ವಿಜೇಂದ್ರ, ಕುವೆಂಪು ನಗರ, ಮೈಸೂರು. [285,1319,464,1331]
